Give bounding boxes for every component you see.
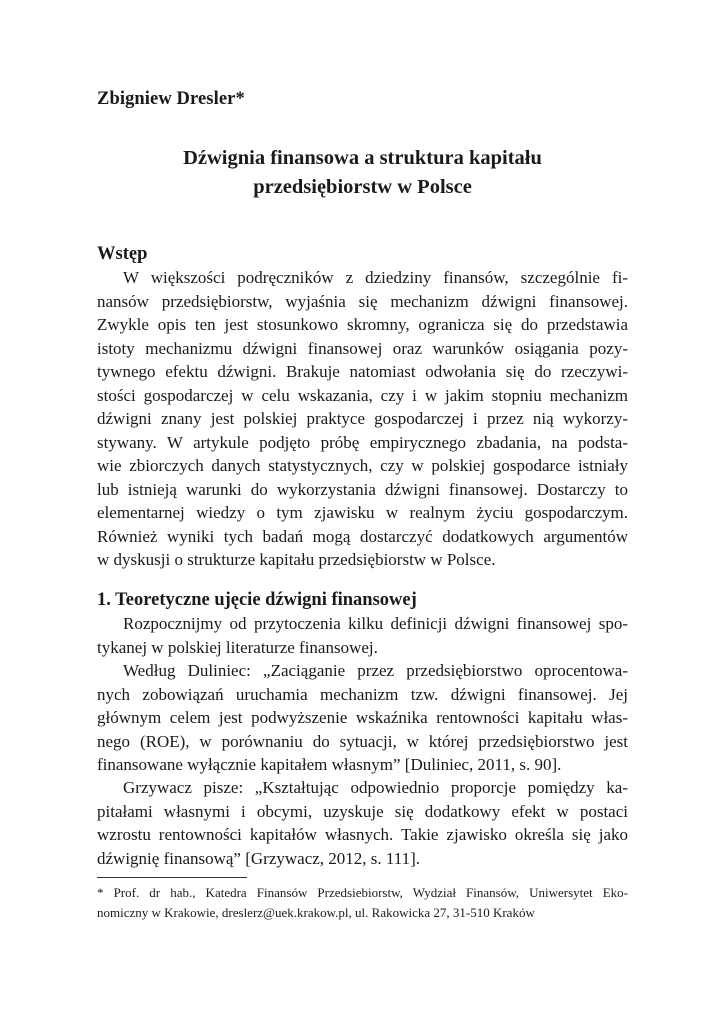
intro-paragraph	[97, 266, 628, 572]
section-paragraph	[97, 776, 628, 870]
text-line: pitałami własnymi i obcymi, uzyskuje się dodatkowy efekt w postaci	[97, 801, 628, 821]
footnote-line: * Prof. dr hab., Katedra Finansów Przedsiebiorstw, Wydział Finansów, Uniwersytet Eko-	[97, 885, 628, 900]
text-line: stywany. W artykule podjęto próbę empirycznego zbadania, na podsta-	[97, 432, 628, 452]
footnote-rule	[97, 877, 247, 878]
section-paragraph	[97, 659, 628, 777]
text-line: tywnego efektu dźwigni. Brakuje natomiast odwołania się do rzeczywi-	[97, 362, 628, 381]
text-line: nego (ROE), w porównaniu do sytuacji, w której przedsiębiorstwo jest	[97, 731, 628, 751]
title-line: przedsiębiorstw w Polsce	[253, 176, 472, 198]
author-name: Zbigniew Dresler*	[97, 89, 245, 109]
text-line: wzrostu rentowności kapitałów własnych. Takie zjawisko określa się jako	[97, 825, 628, 844]
text-line: W większości podręczników z dziedziny finansów, szczególnie fi-	[123, 268, 628, 287]
text-line: w dyskusji o strukturze kapitału przedsiębiorstw w Polsce.	[97, 550, 496, 569]
text-line: Grzywacz pisze: „Kształtując odpowiednio proporcje pomiędzy ka-	[123, 778, 628, 797]
section-paragraph	[97, 612, 628, 659]
section-heading: 1. Teoretyczne ujęcie dźwigni finansowej	[97, 590, 417, 610]
text-line: dźwigni znany jest polskiej praktyce gospodarczej i przez nią wykorzy-	[97, 409, 628, 428]
text-line: Zwykle opis ten jest stosunkowo skromny, ogranicza się do przedstawia	[97, 315, 628, 334]
text-line: elementarnej wiedzy o tym zjawisku w realnym życiu gospodarczym.	[97, 503, 628, 522]
text-line: finansowane wyłącznie kapitałem własnym” [Duliniec, 2011, s. 90].	[97, 755, 562, 774]
text-line: głównym celem jest podwyższenie wskaźnika rentowności kapitału włas-	[97, 708, 628, 727]
text-line: nych zobowiązań uruchamia mechanizm tzw. dźwigni finansowej. Jej	[97, 684, 628, 704]
text-line: wie zbiorczych danych statystycznych, czy w polskiej gospodarce istniały	[97, 456, 628, 475]
footnote-line: nomiczny w Krakowie, dreslerz@uek.krakow.pl, ul. Rakowicka 27, 31-510 Kraków	[97, 904, 535, 920]
text-line: Rozpocznijmy od przytoczenia kilku definicji dźwigni finansowej spo-	[123, 614, 628, 633]
article-title	[97, 144, 628, 202]
text-line: tykanej w polskiej literaturze finansowej.	[97, 637, 378, 657]
text-line: Według Duliniec: „Zaciąganie przez przedsiębiorstwo oprocentowa-	[123, 661, 628, 680]
text-line: nansów przedsiębiorstw, wyjaśnia się mechanizm dźwigni finansowej.	[97, 291, 628, 311]
text-line: lub istnieją warunki do wykorzystania dźwigni finansowej. Dostarczy to	[97, 479, 628, 499]
text-line: istoty mechanizmu dźwigni finansowej oraz warunków osiągania pozy-	[97, 338, 628, 358]
intro-heading: Wstęp	[97, 244, 148, 264]
footnote	[97, 883, 628, 922]
text-line: Również wyniki tych badań mogą dostarczyć dodatkowych argumentów	[97, 526, 628, 546]
text-line: stości gospodarczej w celu wskazania, czy i w jakim stopniu mechanizm	[97, 385, 628, 405]
title-line: Dźwignia finansowa a struktura kapitału	[183, 147, 542, 169]
text-line: dźwignię finansową” [Grzywacz, 2012, s. 111].	[97, 848, 421, 868]
